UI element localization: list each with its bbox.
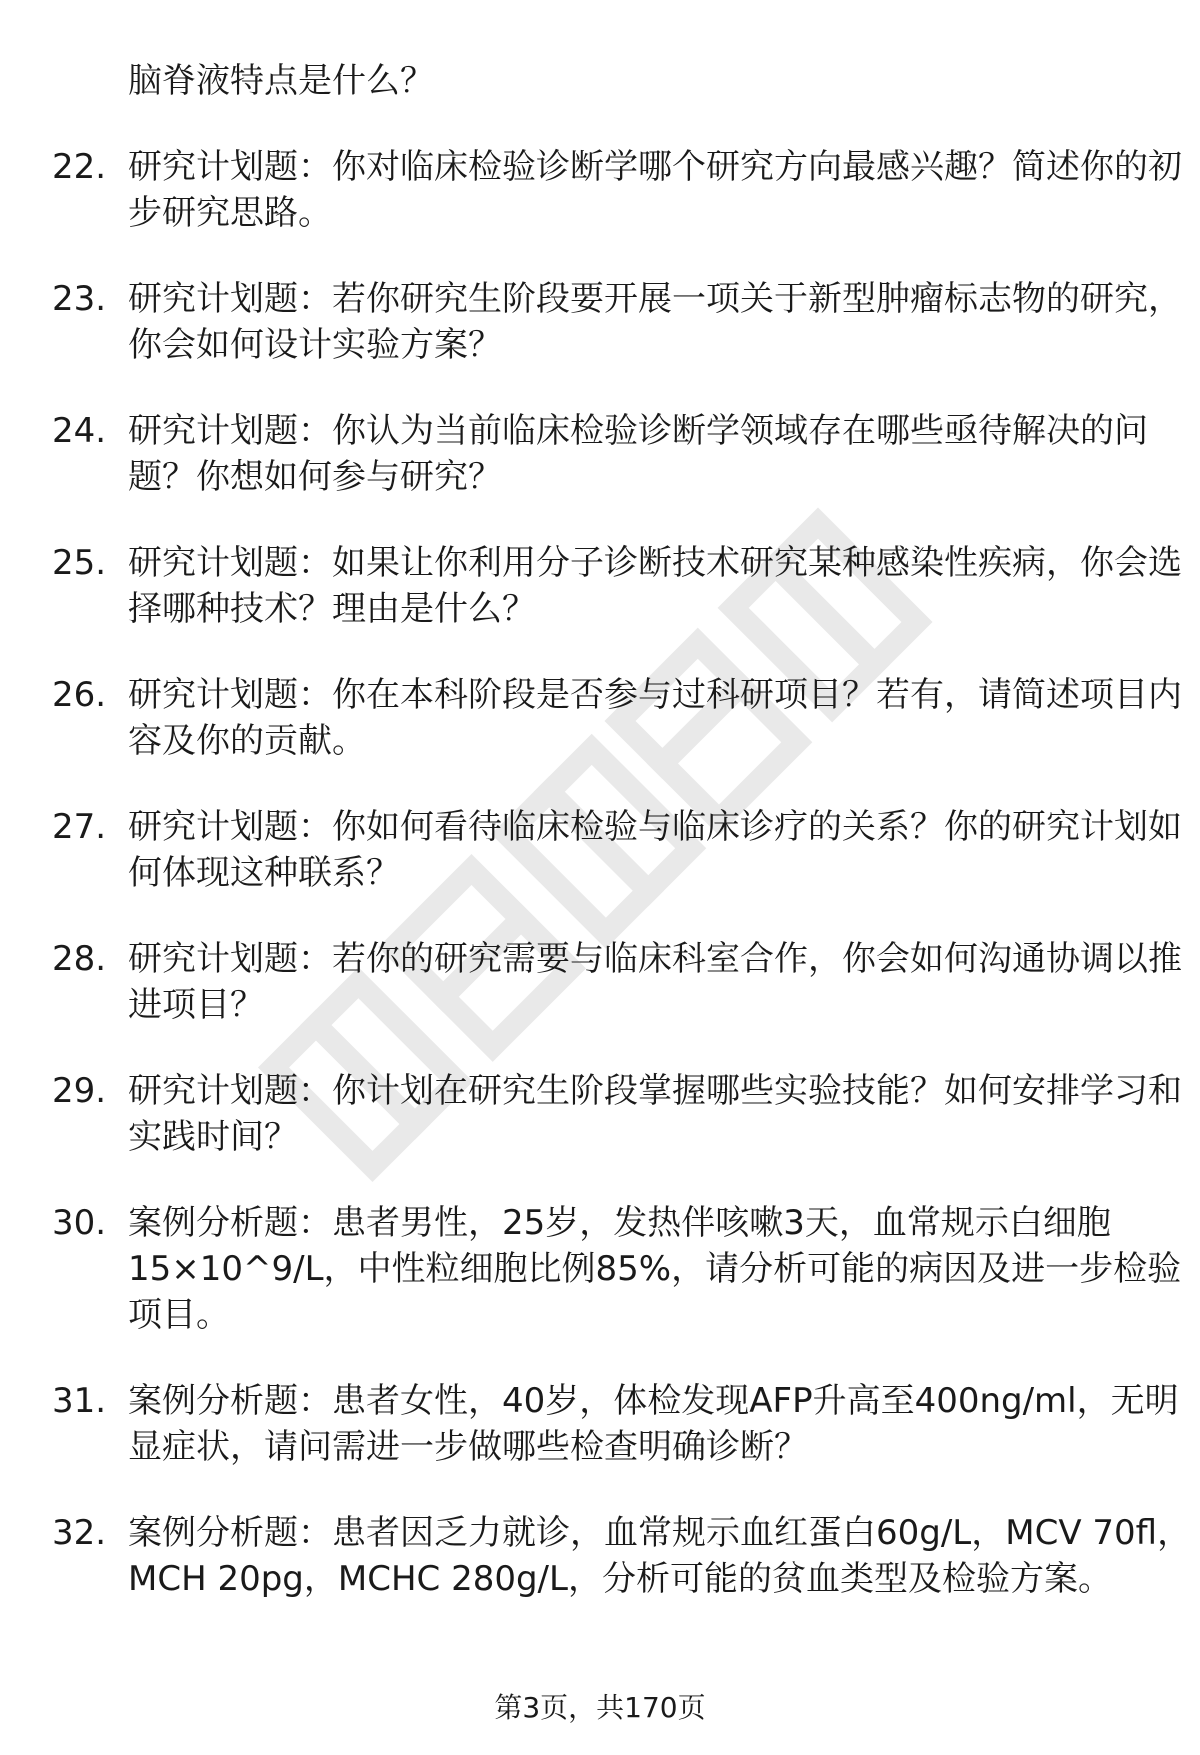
- question-text: 研究计划题：你在本科阶段是否参与过科研项目？若有，请简述项目内容及你的贡献。: [128, 675, 1182, 761]
- question-item: [52, 408, 1200, 500]
- question-item: [52, 672, 1200, 764]
- question-list: [52, 58, 1192, 1642]
- page-footer: 第3页，共170页: [494, 1691, 706, 1724]
- question-text: 研究计划题：你如何看待临床检验与临床诊疗的关系？你的研究计划如何体现这种联系？: [128, 807, 1182, 893]
- question-number: 29.: [52, 1071, 107, 1111]
- question-number: 26.: [52, 675, 107, 715]
- question-number: 28.: [52, 939, 107, 979]
- question-number: 24.: [52, 411, 107, 451]
- question-text: 案例分析题：患者女性，40岁，体检发现AFP升高至400ng/ml，无明显症状，请问需进一步做哪些检查明确诊断？: [128, 1381, 1179, 1467]
- question-item: [52, 540, 1200, 632]
- question-item: [52, 1378, 1200, 1470]
- question-text: 研究计划题：若你的研究需要与临床科室合作，你会如何沟通协调以推进项目？: [128, 939, 1182, 1025]
- question-number: 23.: [52, 279, 107, 319]
- question-text: 研究计划题：你对临床检验诊断学哪个研究方向最感兴趣？简述你的初步研究思路。: [128, 147, 1182, 233]
- question-number: 22.: [52, 147, 107, 187]
- question-item: [52, 276, 1200, 368]
- question-text: 研究计划题：你计划在研究生阶段掌握哪些实验技能？如何安排学习和实践时间？: [128, 1071, 1182, 1157]
- question-text: 案例分析题：患者男性，25岁，发热伴咳嗽3天，血常规示白细胞15×10^9/L，中性粒细胞比例85%，请分析可能的病因及进一步检验项目。: [128, 1203, 1182, 1335]
- question-text: 研究计划题：如果让你利用分子诊断技术研究某种感染性疾病，你会选择哪种技术？理由是什么？: [128, 543, 1182, 629]
- question-item: [52, 1510, 1200, 1602]
- question-item: [52, 936, 1200, 1028]
- question-item: [52, 144, 1200, 236]
- continuation-text: 脑脊液特点是什么？: [128, 61, 434, 101]
- question-item: [52, 1068, 1200, 1160]
- question-item: [52, 1200, 1200, 1338]
- question-text: 研究计划题：你认为当前临床检验诊断学领域存在哪些亟待解决的问题？你想如何参与研究？: [128, 411, 1148, 497]
- question-number: 31.: [52, 1381, 107, 1421]
- question-item: [52, 804, 1200, 896]
- question-number: 30.: [52, 1203, 107, 1243]
- question-text: 案例分析题：患者因乏力就诊，血常规示血红蛋白60g/L，MCV 70fl，MCH 20pg，MCHC 280g/L，分析可能的贫血类型及检验方案。: [128, 1513, 1192, 1599]
- question-number: 25.: [52, 543, 107, 583]
- question-number: 32.: [52, 1513, 107, 1553]
- question-number: 27.: [52, 807, 107, 847]
- question-text: 研究计划题：若你研究生阶段要开展一项关于新型肿瘤标志物的研究，你会如何设计实验方案？: [128, 279, 1182, 365]
